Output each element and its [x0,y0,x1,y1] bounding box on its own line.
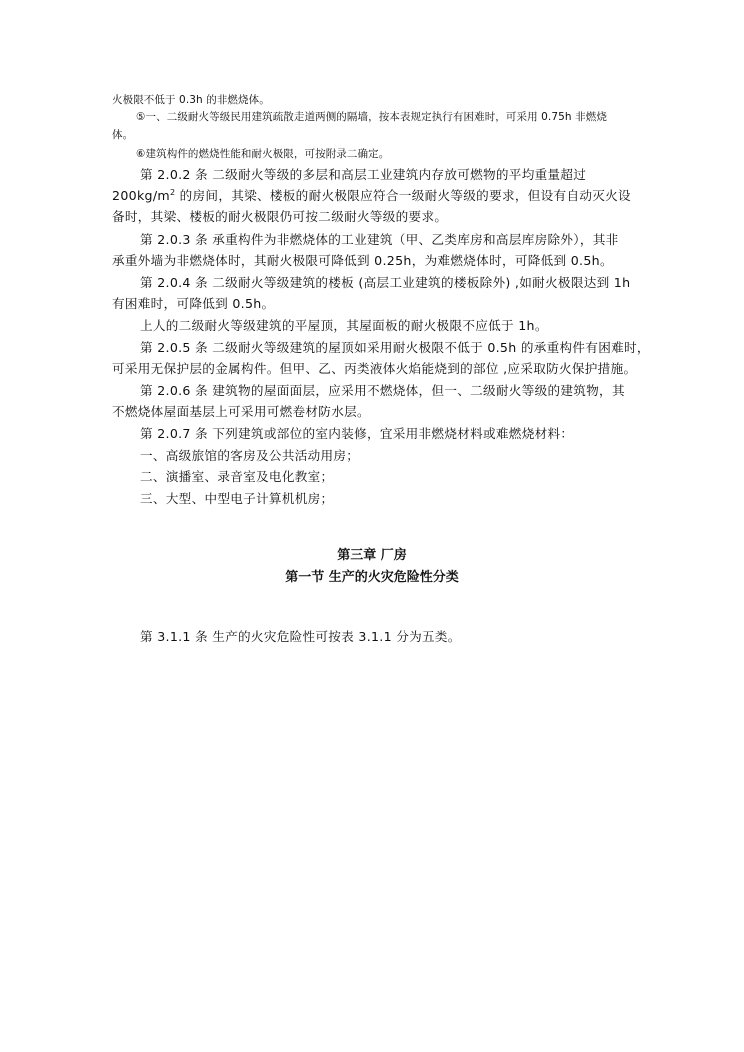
note-line-5-cont: 体。 [112,129,134,141]
clause-2-0-2-unit: 200kg/m [112,188,170,203]
clause-2-0-2-line-3: 备时，其梁、楼板的耐火极限仍可按二级耐火等级的要求。 [112,209,448,224]
list-item: 一、高级旅馆的客房及公共活动用房； [140,448,360,463]
section-title: 第一节 生产的火灾危险性分类 [285,570,459,585]
list-item: 二、演播室、录音室及电化教室； [140,469,334,484]
clause-2-0-4-line-3: 上人的二级耐火等级建筑的平屋顶，其屋面板的耐火极限不应低于 1h。 [140,318,548,333]
clause-2-0-3-line-1: 第 2.0.3 条 承重构件为非燃烧体的工业建筑（甲、乙类库房和高层库房除外），其非 [140,232,619,247]
clause-2-0-2-line-2-text: 的房间，其梁、楼板的耐火极限应符合一级耐火等级的要求，但设有自动灭火设 [175,188,631,203]
clause-2-0-4-line-1: 第 2.0.4 条 二级耐火等级建筑的楼板 (高层工业建筑的楼板除外) ,如耐火极限达到 1h [140,275,631,290]
clause-3-1-1: 第 3.1.1 条 生产的火灾危险性可按表 3.1.1 分为五类。 [140,629,461,644]
chapter-title: 第三章 厂房 [337,548,407,563]
clause-2-0-2-line-2 [112,187,631,205]
note-line-6: ⑥建筑构件的燃烧性能和耐火极限，可按附录二确定。 [136,148,390,160]
clause-2-0-6-line-2: 不燃烧体屋面基层上可采用可燃卷材防水层。 [112,404,370,419]
clause-2-0-5-line-1: 第 2.0.5 条 二级耐火等级建筑的屋顶如采用耐火极限不低于 0.5h 的承重构件有困难时， [140,340,650,355]
note-line-1: 火极限不低于 0.3h 的非燃烧体。 [112,94,270,106]
clause-2-0-2-line-1: 第 2.0.2 条 二级耐火等级的多层和高层工业建筑内存放可燃物的平均重量超过 [140,167,587,182]
list-item: 三、大型、中型电子计算机机房； [140,491,334,506]
clause-2-0-3-line-2: 承重外墙为非燃烧体时，其耐火极限可降低到 0.25h，为难燃烧体时，可降低到 0.5h。 [112,253,613,268]
clause-2-0-7-line-1: 第 2.0.7 条 下列建筑或部位的室内装修，宜采用非燃烧材料或难燃烧材料： [140,426,574,441]
clause-2-0-2-superscript: 2 [169,187,176,197]
note-line-5: ⑤一、二级耐火等级民用建筑疏散走道两侧的隔墙，按本表规定执行有困难时，可采用 0.75h 非燃烧 [136,111,607,123]
clause-2-0-5-line-2: 可采用无保护层的金属构件。但甲、乙、丙类液体火焰能烧到的部位 ,应采取防火保护措施。 [112,361,637,376]
clause-2-0-4-line-2: 有困难时，可降低到 0.5h。 [112,296,275,311]
clause-2-0-6-line-1: 第 2.0.6 条 建筑物的屋面面层，应采用不燃烧体，但一、二级耐火等级的建筑物，其 [140,383,625,398]
